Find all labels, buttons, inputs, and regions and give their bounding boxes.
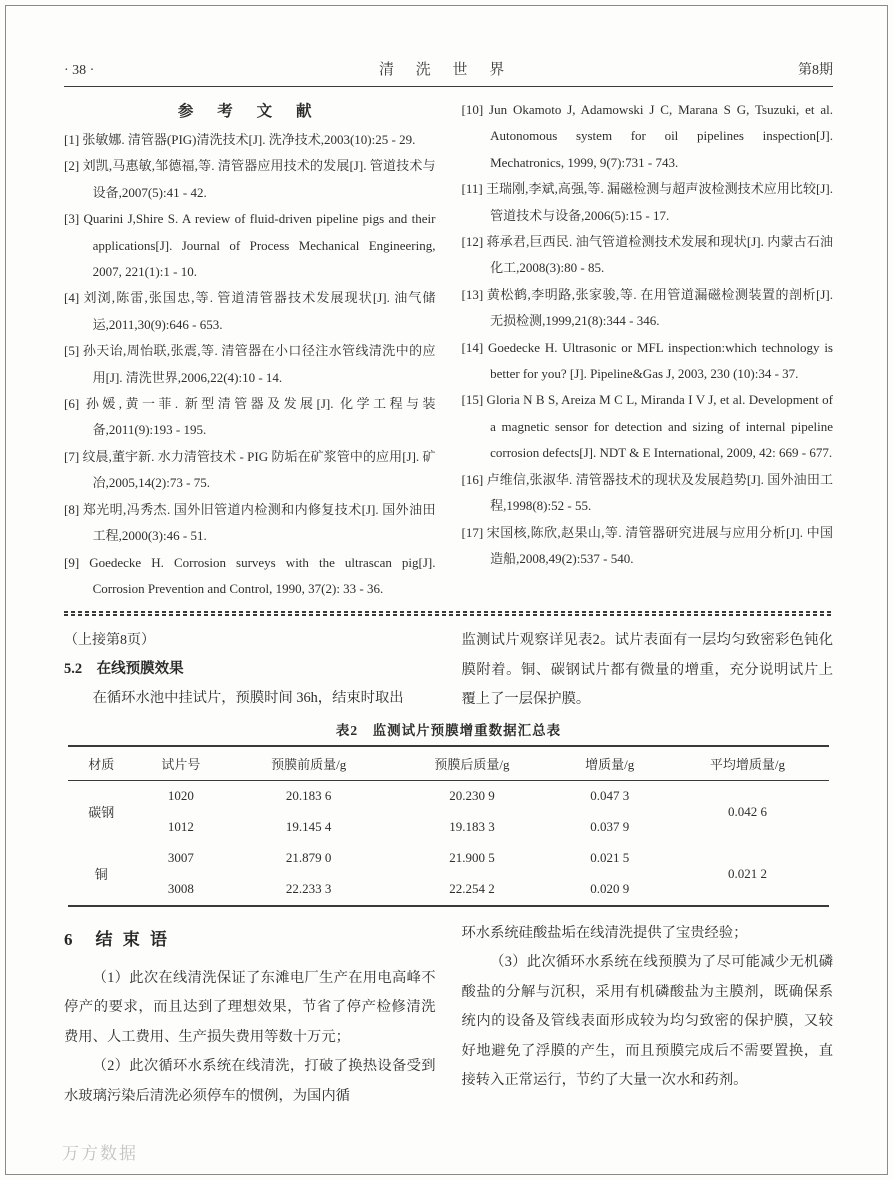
conclusion-left-column [64, 919, 436, 1112]
reference-item-2: [2] 刘凯,马惠敏,邹德福,等. 清管器应用技术的发展[J]. 管道技术与设备,2007(5):41 - 42. [64, 158, 436, 200]
cell-specimen-id: 1012 [167, 819, 194, 835]
col-header-specimen-id: 试片号 [135, 746, 227, 781]
reference-item-13: [13] 黄松鹤,李明路,张家骏,等. 在用管道漏磁检测装置的剖析[J]. 无损检测,1999,21(8):344 - 346. [461, 286, 833, 329]
reference-item-5: [5] 孙天诒,周怡联,张震,等. 清管器在小口径注水管线清洗中的应用[J]. 清洗世界,2006,22(4):10 - 14. [64, 343, 436, 385]
reference-item-16: [16] 卢维信,张淑华. 清管器技术的现状及发展趋势[J]. 国外油田工程,1998(8):52 - 55. [461, 471, 833, 514]
cell-mass-gain: 0.047 3 [590, 788, 630, 804]
table-row [68, 780, 829, 812]
reference-item-17: [17] 宋国核,陈欣,赵果山,等. 清管器研究进展与应用分析[J]. 中国造船,2008,49(2):537 - 540. [461, 524, 833, 566]
col-header-mass-after: 预膜后质量/g [390, 746, 553, 781]
continued-article-section [64, 626, 833, 715]
page-number: · 38 · [64, 63, 95, 78]
reference-item-14: [14] Goedecke H. Ultrasonic or MFL inspection:which technology is better for you? [J]. Pipeline&Gas J, 2003, 230 (10):34 - 37. [461, 339, 833, 382]
conclusion-right-column [462, 919, 834, 1112]
table-header-row [68, 746, 829, 781]
conclusion-paragraph-3: （3）此次循环水系统在线预膜为了尽可能减少无机磷酸盐的分解与沉积，采用有机磷酸盐为主膜剂，既确保系统内的设备及管线表面形成较为均匀致密的保护膜，又较好地避免了浮膜的产生，而且预膜完成后不需要置换，直接转入正常运行，节约了大量一次水和药剂。 [461, 954, 833, 1089]
continued-right-column [462, 626, 834, 715]
conclusion-paragraph-2: （2）此次循环水系统在线清洗，打破了换热设备受到水玻璃污染后清洗必须停车的惯例，为国内循 [64, 1058, 436, 1104]
cell-mass-after: 20.230 9 [449, 788, 495, 804]
reference-item-10: [10] Jun Okamoto J, Adamowski J C, Marana S G, Tsuzuki, et al. Autonomous system for oil pipelines inspection[J]. Mechatronics, 1999, 9(7):731 - 743. [461, 102, 833, 170]
reference-item-8: [8] 郑光明,冯秀杰. 国外旧管道内检测和内修复技术[J]. 国外油田工程,2000(3):46 - 51. [64, 501, 436, 544]
reference-item-15: [15] Gloria N B S, Areiza M C L, Miranda I V J, et al. Development of a magnetic sensor for detection and sizing of internal pipeline corrosion defects[J]. NDT & E International, 2009, 42: 669 - 677. [461, 392, 833, 461]
reference-item-12: [12] 蒋承君,巨西民. 油气管道检测技术发展和现状[J]. 内蒙古石油化工,2008(3):80 - 85. [461, 234, 833, 276]
cell-mass-gain: 0.020 9 [590, 881, 630, 897]
cell-mass-after: 21.900 5 [449, 850, 495, 866]
wanfang-watermark: 万方数据 [62, 1144, 138, 1163]
cell-mass-gain: 0.037 9 [590, 819, 630, 835]
conclusion-paragraph-2-continued: 环水系统硅酸盐垢在线清洗提供了宝贵经验； [461, 924, 748, 941]
conclusion-paragraph-1: （1）此次在线清洗保证了东滩电厂生产在用电高峰不停产的要求，而且达到了理想效果，节省了停产检修清洗费用、人工费用、生产损失费用等数十万元； [64, 969, 436, 1045]
continued-left-column [64, 626, 436, 715]
conclusion-section [64, 919, 833, 1112]
reference-item-1: [1] 张敏娜. 清管器(PIG)清洗技术[J]. 洗净技术,2003(10):25 - 29. [64, 132, 416, 147]
table-2-block [64, 719, 833, 907]
col-header-material: 材质 [68, 746, 135, 781]
page-header [64, 58, 833, 87]
reference-item-11: [11] 王瑞刚,李斌,高强,等. 漏磁检测与超声波检测技术应用比较[J]. 管道技术与设备,2006(5):15 - 17. [461, 181, 833, 223]
cell-specimen-id: 3007 [167, 850, 194, 866]
issue-number: 第8期 [798, 63, 833, 78]
table-2-title: 表2 监测试片预膜增重数据汇总表 [335, 722, 562, 738]
continued-from-note: （上接第8页） [64, 633, 155, 649]
col-header-avg-gain: 平均增质量/g [666, 746, 829, 781]
cell-mass-before: 21.879 0 [285, 850, 332, 866]
section-5-2-paragraph: 在循环水池中挂试片，预膜时间 36h，结束时取出 [92, 690, 404, 707]
reference-item-3: [3] Quarini J,Shire S. A review of fluid-driven pipeline pigs and their applications[J]. Journal of Process Mechanical Engineering, 2007, 221(1):1 - 10. [64, 211, 436, 280]
cell-mass-before: 20.183 6 [285, 788, 332, 804]
reference-item-4: [4] 刘浏,陈雷,张国忠,等. 管道清管器技术发展现状[J]. 油气储运,2011,30(9):646 - 653. [64, 290, 436, 332]
cell-mass-before: 19.145 4 [285, 819, 332, 835]
references-right-column [462, 97, 834, 602]
cell-specimen-id: 1020 [167, 788, 194, 804]
references-heading: 参 考 文 献 [177, 103, 322, 120]
journal-title: 清 洗 世 界 [379, 62, 514, 78]
conclusion-heading: 6 结 束 语 [64, 929, 170, 949]
table-2 [68, 745, 829, 907]
cell-specimen-id: 3008 [167, 881, 194, 897]
reference-item-9: [9] Goedecke H. Corrosion surveys with the ultrascan pig[J]. Corrosion Prevention and Control, 1990, 37(2): 33 - 36. [64, 554, 436, 596]
cell-avg-gain: 0.042 6 [727, 803, 767, 819]
cell-mass-after: 19.183 3 [449, 819, 495, 835]
cell-mass-gain: 0.021 5 [590, 850, 630, 866]
references-section [64, 97, 833, 602]
article-separator-line [64, 611, 833, 616]
col-header-mass-before: 预膜前质量/g [227, 746, 390, 781]
cell-material: 铜 [94, 867, 108, 883]
references-left-column [64, 97, 436, 602]
section-5-2-heading: 5.2 在线预膜效果 [64, 661, 184, 678]
table-row [68, 843, 829, 874]
cell-material: 碳钢 [88, 805, 115, 821]
section-5-2-paragraph-continued: 监测试片观察详见表2。试片表面有一层均匀致密彩色钝化膜附着。铜、碳钢试片都有微量的增重，充分说明试片上覆上了一层保护膜。 [461, 632, 833, 708]
cell-mass-after: 22.254 2 [449, 881, 495, 897]
cell-mass-before: 22.233 3 [285, 881, 332, 897]
reference-item-6: [6] 孙媛,黄一菲. 新型清管器及发展[J]. 化学工程与装备,2011(9):193 - 195. [64, 396, 436, 438]
col-header-mass-gain: 增质量/g [554, 746, 666, 781]
cell-avg-gain: 0.021 2 [727, 865, 767, 881]
reference-item-7: [7] 纹晨,董宇新. 水力清管技术 - PIG 防垢在矿浆管中的应用[J]. 矿冶,2005,14(2):73 - 75. [64, 448, 436, 491]
